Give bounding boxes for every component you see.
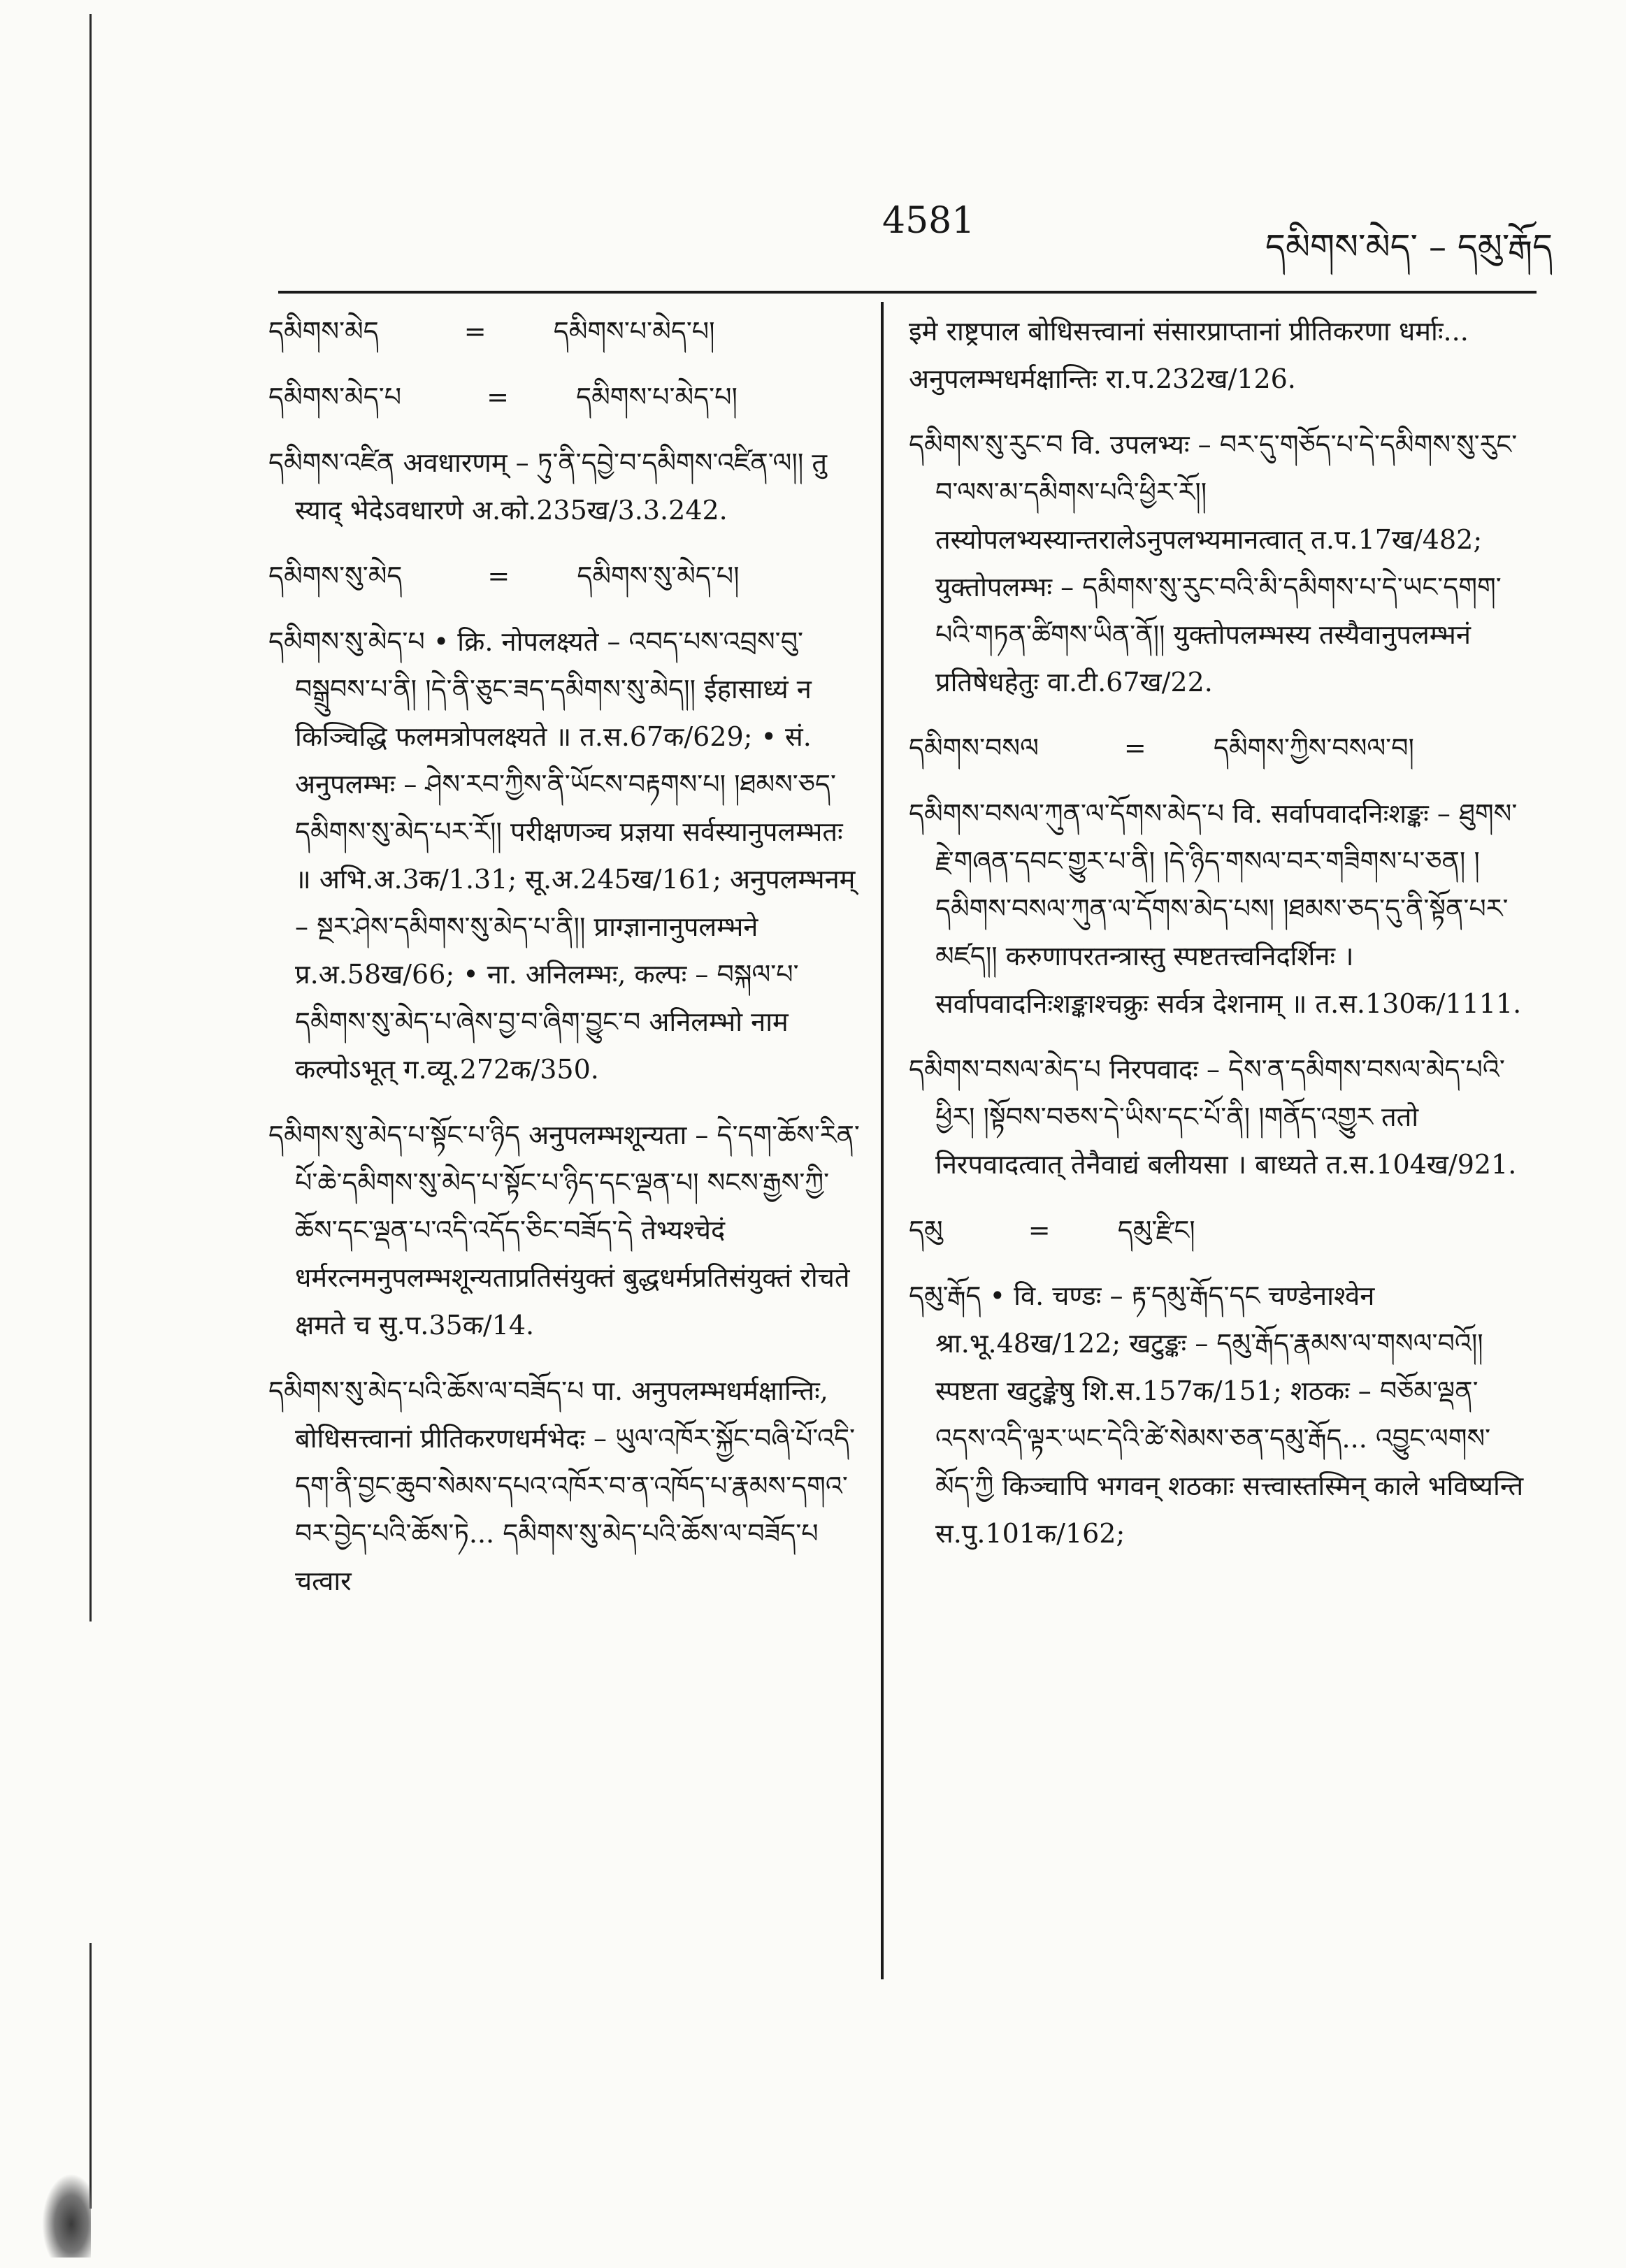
entry-body: • क्रि. नोपलक्ष्यते – འབད་པས་འབྲས་བུ་བསྒྲུབས་པ་ནི། །དེ་ནི་ཅུང་ཟད་དམིགས་སུ་མེད།། ईहासाध्यं न किञ्चिद्धि फलमत्रोपलक्ष्यते ॥ त.स.67क/629; • सं. अनुपलम्भः – ཤེས་རབ་ཀྱིས་ནི་ཡོངས་བརྟགས་པ། །ཐམས་ཅད་དམིགས་སུ་མེད་པར་རོ།། परीक्षणञ्च प्रज्ञया सर्वस्यानुपलम्भतः ॥ अभि.अ.3क/1.31; सू.अ.245ख/161; अनुपलम्भनम् – སྔར་ཤེས་དམིགས་སུ་མེད་པ་ནི།། प्राग्ज्ञानानुपलम्भने प्र.अ.58ख/66; • ना. अनिलम्भः, कल्पः – བསྐལ་པ་དམིགས་སུ་མེད་པ་ཞེས་བྱ་བ་ཞིག་བྱུང་བ अनिलम्भो नाम कल्पोऽभूत् ग.व्यू.272क/350. — [295, 626, 856, 1085]
entry-body: अवधारणम् – ཏུ་ནི་དབྱེ་བ་དམིགས་འཛིན་ལ།། तु स्याद् भेदेऽवधारणे अ.को.235ख/3.3.242. — [295, 447, 827, 526]
entry-headword: དམུ — [909, 1215, 943, 1245]
left-column — [268, 308, 863, 1623]
entry-headword: དམུ་རྒོད — [909, 1280, 981, 1311]
cross-reference: དམིགས་པ་མེད་པ། — [553, 316, 715, 347]
entry-headword: དམིགས་བསལ་མེད་པ — [909, 1054, 1101, 1085]
entry-body: अनुपलम्भशून्यता – དེ་དག་ཆོས་རིན་པོ་ཆེ་དམིགས་སུ་མེད་པ་སྟོང་པ་ཉིད་དང་ལྡན་པ། སངས་རྒྱས་ཀྱི་ཆོས་དང་ལྡན་པ་འདི་འདོད་ཅིང་བཟོད་དེ तेभ्यश्चेदं धर्मरत्नमनुपलम्भशून्यताप्रतिसंयुक्तं बुद्धधर्मप्रतिसंयुक्तं रोचते क्षमते च सु.प.35क/14. — [295, 1120, 860, 1341]
scan-edge-line-lower — [89, 1943, 92, 2209]
dictionary-entry — [268, 1367, 863, 1605]
dictionary-entry — [909, 1046, 1524, 1188]
dictionary-entry — [268, 1111, 863, 1349]
entry-headword: དམིགས་འཛིན — [268, 447, 395, 478]
right-column — [909, 308, 1524, 1575]
entry-headword: དམིགས་བསལ — [909, 732, 1039, 763]
entry-body: इमे राष्ट्रपाल बोधिसत्त्वानां संसारप्राप्तानां प्रीतिकरणा धर्माः... अनुपलम्भधर्मक्षान्तिः रा.प.232ख/126. — [909, 316, 1469, 394]
dictionary-entry: དམིགས་སུ་མེད = དམིགས་སུ་མེད་པ། — [268, 561, 740, 591]
page-number: 4581 — [882, 200, 975, 242]
running-head: དམིགས་མེད་ – དམུ་རྒོད — [1265, 226, 1553, 267]
column-divider — [881, 302, 884, 1979]
dictionary-entry — [909, 421, 1524, 706]
entry-headword: དམིགས་མེད་པ — [268, 382, 402, 412]
entry-body: वि. सर्वापवादनिःशङ्कः – ཐུགས་རྗེ་གཞན་དབང་གྱུར་པ་ནི། །དེ་ཉིད་གསལ་བར་གཟིགས་པ་ཅན། །དམིགས་བསལ་ཀུན་ལ་དོགས་མེད་པས། །ཐམས་ཅད་དུ་ནི་སྟོན་པར་མཛད།། करुणापरतन्त्रास्तु स्पष्टतत्त्वनिदर्शिनः । सर्वापवादनिःशङ्काश्चक्रुः सर्वत्र देशनाम् ॥ त.स.130क/1111. — [935, 798, 1522, 1019]
entry-headword: དམིགས་སུ་མེད་པ — [268, 626, 425, 657]
cross-reference: དམིགས་ཀྱིས་བསལ་བ། — [1213, 732, 1414, 763]
dictionary-entry — [268, 618, 863, 1093]
entry-headword: དམིགས་བསལ་ཀུན་ལ་དོགས་མེད་པ — [909, 798, 1225, 829]
cross-reference: དམིགས་པ་མེད་པ། — [576, 382, 738, 412]
dictionary-entry: དམིགས་མེད = དམིགས་པ་མེད་པ། — [268, 316, 715, 347]
entry-headword: དམིགས་སུ་རུང་བ — [909, 429, 1063, 460]
entry-body: वि. उपलभ्यः – བར་དུ་གཅོད་པ་དེ་དམིགས་སུ་རུང་བ་ལས་མ་དམིགས་པའི་ཕྱིར་རོ།། तस्योपलभ्यस्यान्तरालेऽनुपलभ्यमानत्वात् त.प.17ख/482; युक्तोपलम्भः – དམིགས་སུ་རུང་བའི་མི་དམིགས་པ་དེ་ཡང་དགག་པའི་གཏན་ཚིགས་ཡིན་ནོ།། युक्तोपलम्भस्य तस्यैवानुपलम्भनं प्रतिषेधहेतुः वा.टी.67ख/22. — [935, 429, 1518, 698]
dictionary-entry: དམིགས་མེད་པ = དམིགས་པ་མེད་པ། — [268, 382, 738, 412]
entry-body: • वि. चण्डः – རྟ་དམུ་རྒོད་དང चण्डेनाश्वेन श्रा.भू.48ख/122; खटुङ्कः – དམུ་རྒོད་རྣམས་ལ་གསལ་བའོ།། स्पष्टता खटुङ्केषु शि.स.157क/151; शठकः – བཅོམ་ལྡན་འདས་འདི་ལྟར་ཡང་དེའི་ཚེ་སེམས་ཅན་དམུ་རྒོད... འབྱུང་ལགས་མོད་ཀྱི किञ्चापि भगवन् शठकाः सत्त्वास्तस्मिन् काले भविष्यन्ति स.पु.101क/162; — [935, 1280, 1524, 1549]
dictionary-entry — [268, 439, 863, 534]
dictionary-entry — [909, 1272, 1524, 1557]
entry-headword: དམིགས་མེད — [268, 316, 379, 347]
header-rule — [278, 291, 1537, 294]
entry-headword: དམིགས་སུ་མེད་པའི་ཆོས་ལ་བཟོད་པ — [268, 1375, 584, 1406]
cross-reference: དམུ་རྫིང། — [1117, 1215, 1195, 1245]
cross-reference: དམིགས་སུ་མེད་པ། — [577, 561, 740, 591]
scan-artifact — [42, 2174, 91, 2258]
scan-edge-line — [89, 14, 92, 1621]
entry-headword: དམིགས་སུ་མེད — [268, 561, 403, 591]
dictionary-entry: དམིགས་བསལ = དམིགས་ཀྱིས་བསལ་བ། — [909, 732, 1414, 763]
entry-headword: དམིགས་སུ་མེད་པ་སྟོང་པ་ཉིད — [268, 1120, 521, 1150]
dictionary-entry — [909, 790, 1524, 1027]
dictionary-entry: དམུ = དམུ་རྫིང། — [909, 1215, 1195, 1245]
dictionary-entry-continuation — [909, 308, 1524, 403]
entry-body: पा. अनुपलम्भधर्मक्षान्तिः, बोधिसत्त्वानां प्रीतिकरणधर्मभेदः – ཡུལ་འཁོར་སྐྱོང་བཞི་པོ་འདི་དག་ནི་བྱང་ཆུབ་སེམས་དཔའ་འཁོར་བ་ན་འཁོད་པ་རྣམས་དགའ་བར་བྱེད་པའི་ཆོས་ཏེ... དམིགས་སུ་མེད་པའི་ཆོས་ལ་བཟོད་པ चत्वार — [295, 1375, 856, 1596]
entry-body: निरपवादः – དེས་ན་དམིགས་བསལ་མེད་པའི་ཕྱིར། །སྟོབས་བཅས་དེ་ཡིས་དང་པོ་ནི། །གནོད་འགྱུར ततो निरपवादत्वात् तेनैवाद्यं बलीयसा । बाध्यते त.स.104ख/921. — [935, 1054, 1517, 1180]
